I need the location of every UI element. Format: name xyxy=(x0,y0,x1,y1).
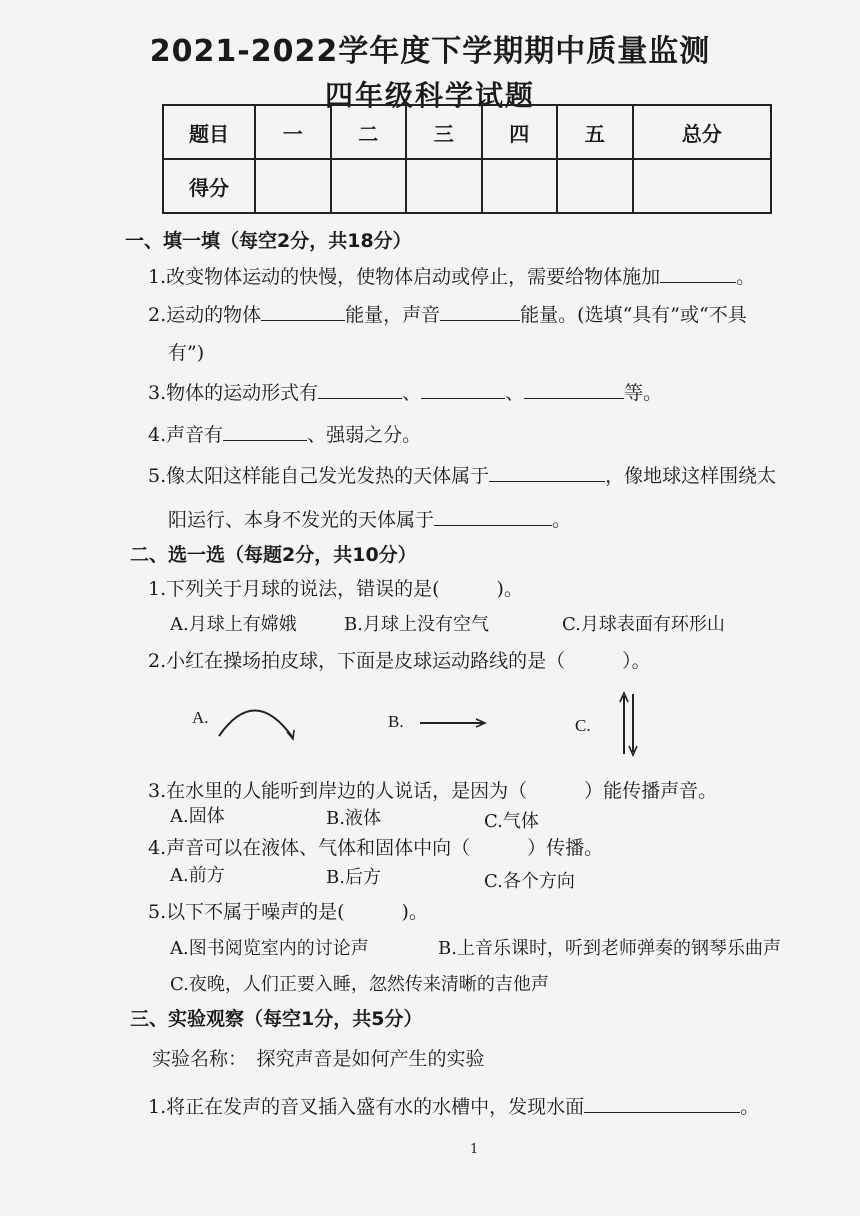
s1-question-2 xyxy=(148,300,747,327)
score-cell: 二 xyxy=(331,105,407,159)
section1-heading: 一、填一填（每空2分，共18分） xyxy=(125,230,412,252)
option-a[interactable]: A.前方 xyxy=(170,865,225,886)
answer-blank[interactable] xyxy=(421,380,505,399)
section2-heading: 二、选一选（每题2分，共10分） xyxy=(130,544,417,566)
answer-blank[interactable] xyxy=(524,380,624,399)
section3-heading: 三、实验观察（每空1分，共5分） xyxy=(130,1008,423,1030)
score-table-header-row xyxy=(163,105,771,159)
answer-blank[interactable] xyxy=(434,507,552,526)
score-entry[interactable] xyxy=(331,159,407,213)
s1-q3-end: 等。 xyxy=(624,382,663,404)
s1-q4-end: 、强弱之分。 xyxy=(307,424,422,446)
straight-path-figure xyxy=(418,716,488,730)
page-number: 1 xyxy=(470,1142,479,1157)
option-c[interactable]: C.月球表面有环形山 xyxy=(562,614,725,635)
s1-q5-end: 。 xyxy=(552,509,572,531)
score-cell: 四 xyxy=(482,105,558,159)
score-entry[interactable] xyxy=(557,159,633,213)
score-entry[interactable] xyxy=(482,159,558,213)
answer-blank[interactable] xyxy=(660,264,736,283)
s1-question-5 xyxy=(148,461,776,488)
s2-question-3: 3.在水里的人能听到岸边的人说话，是因为（ ）能传播声音。 xyxy=(148,780,718,802)
s1-q2-text-a: 2.运动的物体 xyxy=(148,304,262,326)
experiment-name: 实验名称： 探究声音是如何产生的实验 xyxy=(152,1048,485,1070)
s1-q3-sep2: 、 xyxy=(505,382,525,404)
option-c[interactable]: C.各个方向 xyxy=(484,871,575,892)
s1-question-1 xyxy=(148,262,755,289)
score-cell: 五 xyxy=(557,105,633,159)
s1-q2-text-c: 能量。(选填“具有”或“不具 xyxy=(520,304,747,326)
s2-question-1: 1.下列关于月球的说法，错误的是( )。 xyxy=(148,578,523,600)
exam-title: 2021-2022学年度下学期期中质量监测 xyxy=(149,34,711,69)
score-cell: 总分 xyxy=(633,105,772,159)
s1-q5-text-b: ，像地球这样围绕太 xyxy=(605,465,777,487)
score-cell: 题目 xyxy=(163,105,255,159)
option-b[interactable]: B.上音乐课时，听到老师弹奏的钢琴乐曲声 xyxy=(438,938,781,959)
s2-question-5: 5.以下不属于噪声的是( )。 xyxy=(148,901,428,923)
s1-q3-text: 3.物体的运动形式有 xyxy=(148,382,319,404)
arc-path-figure xyxy=(215,698,299,742)
s1-q2-continued: 有”) xyxy=(168,342,205,364)
option-a[interactable]: A.固体 xyxy=(170,806,225,827)
s2-question-4: 4.声音可以在液体、气体和固体中向（ ）传播。 xyxy=(148,837,604,859)
s3-question-1 xyxy=(148,1092,759,1119)
s1-question-3 xyxy=(148,378,662,405)
s3-q1-text: 1.将正在发声的音叉插入盛有水的水槽中，发现水面 xyxy=(148,1096,585,1118)
answer-blank[interactable] xyxy=(318,380,402,399)
figure-option-b-label[interactable]: B. xyxy=(388,712,404,731)
option-b[interactable]: B.后方 xyxy=(326,867,381,888)
answer-blank[interactable] xyxy=(440,302,520,321)
answer-blank[interactable] xyxy=(489,463,605,482)
score-cell: 一 xyxy=(255,105,331,159)
option-b[interactable]: B.月球上没有空气 xyxy=(344,614,489,635)
s1-q3-sep1: 、 xyxy=(402,382,422,404)
score-cell: 三 xyxy=(406,105,482,159)
score-table xyxy=(162,104,772,214)
s1-question-4 xyxy=(148,420,421,447)
answer-blank[interactable] xyxy=(261,302,345,321)
s1-q5-text-a: 5.像太阳这样能自己发光发热的天体属于 xyxy=(148,465,490,487)
score-row-label: 得分 xyxy=(163,159,255,213)
figure-option-a-label[interactable]: A. xyxy=(192,708,209,727)
s1-q4-text: 4.声音有 xyxy=(148,424,224,446)
s3-q1-end: 。 xyxy=(740,1096,760,1118)
s1-q2-text-b: 能量，声音 xyxy=(345,304,441,326)
score-table-score-row xyxy=(163,159,771,213)
s1-q5-continued xyxy=(168,505,571,532)
option-a[interactable]: A.图书阅览室内的讨论声 xyxy=(170,938,369,959)
up-down-path-figure xyxy=(618,690,640,758)
score-entry[interactable] xyxy=(406,159,482,213)
s1-q1-end: 。 xyxy=(736,266,756,288)
answer-blank[interactable] xyxy=(584,1094,740,1113)
option-c[interactable]: C.气体 xyxy=(484,811,539,832)
s1-q1-text: 1.改变物体运动的快慢，使物体启动或停止，需要给物体施加 xyxy=(148,266,661,288)
s1-q5-text-c: 阳运行、本身不发光的天体属于 xyxy=(168,509,435,531)
answer-blank[interactable] xyxy=(223,422,307,441)
option-b[interactable]: B.液体 xyxy=(326,808,381,829)
figure-option-c-label[interactable]: C. xyxy=(575,716,591,735)
option-c[interactable]: C.夜晚，人们正要入睡，忽然传来清晰的吉他声 xyxy=(170,974,549,995)
score-entry[interactable] xyxy=(255,159,331,213)
exam-subtitle: 四年级科学试题 xyxy=(324,79,535,112)
s2-question-2: 2.小红在操场拍皮球，下面是皮球运动路线的是（ ）。 xyxy=(148,650,651,672)
score-entry[interactable] xyxy=(633,159,772,213)
option-a[interactable]: A.月球上有嫦娥 xyxy=(170,614,297,635)
